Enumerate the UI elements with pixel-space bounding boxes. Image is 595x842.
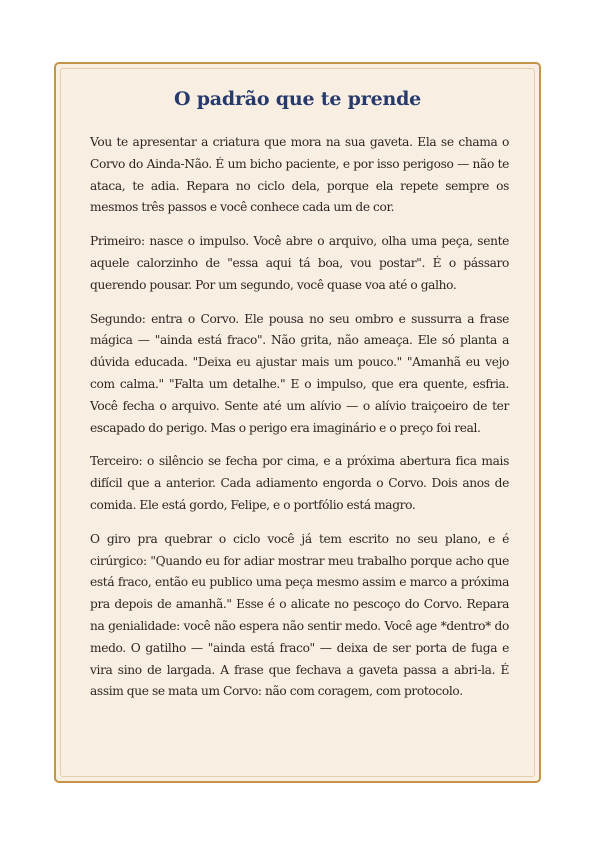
content-card — [54, 62, 541, 783]
paragraph: Terceiro: o silêncio se fecha por cima, e a próxima abertura fica mais difícil que a anterior. Cada adiamento engorda o Corvo. Dois anos de comida. Ele está gordo, Felipe, e o portfólio está magro. — [90, 454, 509, 512]
paragraph: Vou te apresentar a criatura que mora na sua gaveta. Ela se chama o Corvo do Ainda-Não. É um bicho paciente, e por isso perigoso — não te ataca, te adia. Repara no ciclo dela, porque ela repete sempre os mesmos três passos e você conhece cada um de cor. — [90, 135, 509, 215]
body-text — [90, 132, 509, 703]
paragraph: Primeiro: nasce o impulso. Você abre o arquivo, olha uma peça, sente aquele calorzinho de "essa aqui tá boa, vou postar". É o pássaro querendo pousar. Por um segundo, você quase voa até o galho. — [90, 234, 509, 292]
paragraph: Segundo: entra o Corvo. Ele pousa no seu ombro e sussurra a frase mágica — "ainda está fraco". Não grita, não ameaça. Ele só planta a dúvida educada. "Deixa eu ajustar mais um pouco." "Amanhã eu vejo com calma." "Falta um detalhe." E o impulso, que era quente, esfria. Você fecha o arquivo. Sente até um alívio — o alívio traiçoeiro de ter escapado do perigo. Mas o perigo era imaginário e o preço foi real. — [90, 311, 509, 435]
paragraph: O giro pra quebrar o ciclo você já tem escrito no seu plano, e é cirúrgico: "Quando eu for adiar mostrar meu trabalho porque acho que está fraco, então eu publico uma peça mesmo assim e marco a próxima pra depois de amanhã." Esse é o alicate no pescoço do Corvo. Repara na genialidade: você não espera não sentir medo. Você age *dentro* do medo. O gatilho — "ainda está fraco" — deixa de ser porta de fuga e vira sino de largada. A frase que fechava a gaveta passa a abri-la. É assim que se mata um Corvo: não com coragem, com protocolo. — [90, 531, 509, 699]
page-title: O padrão que te prende — [173, 88, 422, 110]
